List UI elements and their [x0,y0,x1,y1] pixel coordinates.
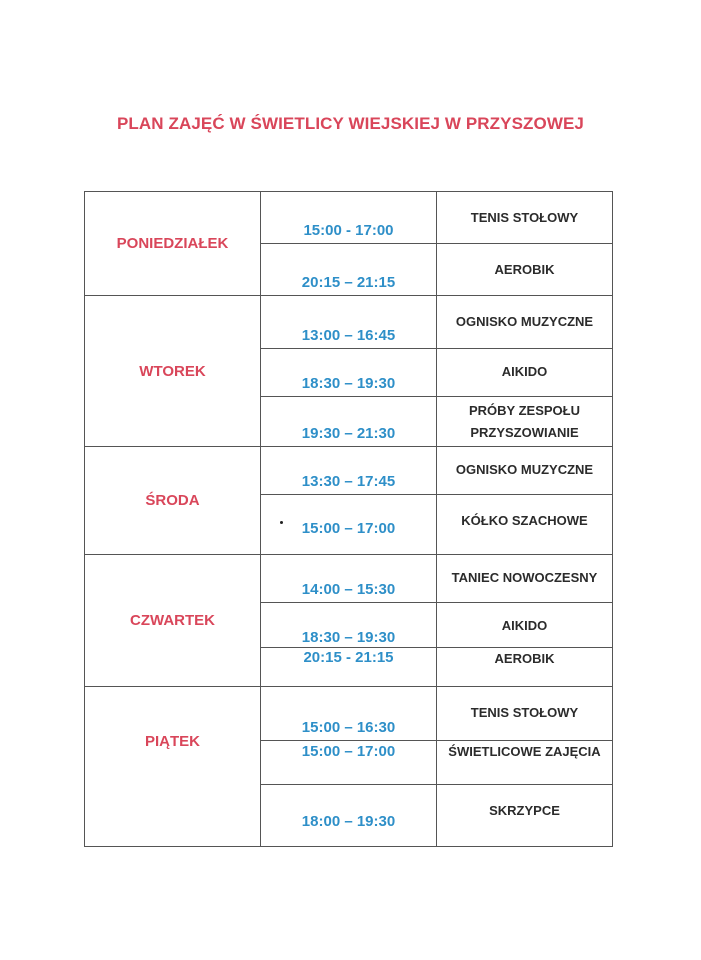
activity-cell: SKRZYPCE [437,785,613,847]
day-friday: PIĄTEK [85,687,261,847]
activity-cell [437,397,613,447]
activity-cell: TANIEC NOWOCZESNY [437,555,613,603]
time-cell: 18:00 – 19:30 [261,785,437,847]
time-cell: 19:30 – 21:30 [261,397,437,447]
time-cell: 13:00 – 16:45 [261,296,437,349]
time-cell: 18:30 – 19:30 [261,349,437,397]
print-speck [280,521,283,524]
time-cell: 15:00 - 17:00 [261,192,437,244]
activity-cell: KÓŁKO SZACHOWE [437,495,613,555]
day-wednesday: ŚRODA [85,447,261,555]
activity-line: PRZYSZOWIANIE [470,425,579,440]
time-cell: 18:30 – 19:30 [261,603,437,648]
activity-cell: TENIS STOŁOWY [437,687,613,741]
time-cell: 13:30 – 17:45 [261,447,437,495]
activity-cell: AEROBIK [437,244,613,296]
activity-cell: TENIS STOŁOWY [437,192,613,244]
time-cell: 20:15 - 21:15 [261,648,437,687]
table-row [85,192,613,244]
schedule-table [84,191,613,847]
activity-cell: ŚWIETLICOWE ZAJĘCIA [437,741,613,785]
activity-cell: OGNISKO MUZYCZNE [437,296,613,349]
time-cell: 14:00 – 15:30 [261,555,437,603]
activity-line: PRÓBY ZESPOŁU [468,403,580,418]
activity-cell: AIKIDO [437,603,613,648]
table-row [85,555,613,603]
time-cell: 20:15 – 21:15 [261,244,437,296]
day-monday: PONIEDZIAŁEK [85,192,261,296]
time-cell: 15:00 – 17:00 [261,741,437,785]
page-title: PLAN ZAJĘĆ W ŚWIETLICY WIEJSKIEJ W PRZYSZOWEJ [116,114,584,133]
day-thursday: CZWARTEK [85,555,261,687]
table-row [85,447,613,495]
table-row [85,296,613,349]
time-cell: 15:00 – 17:00 [261,495,437,555]
table-row [85,687,613,741]
activity-cell: OGNISKO MUZYCZNE [437,447,613,495]
activity-cell: AIKIDO [437,349,613,397]
day-tuesday: WTOREK [85,296,261,447]
activity-cell: AEROBIK [437,648,613,687]
time-cell: 15:00 – 16:30 [261,687,437,741]
